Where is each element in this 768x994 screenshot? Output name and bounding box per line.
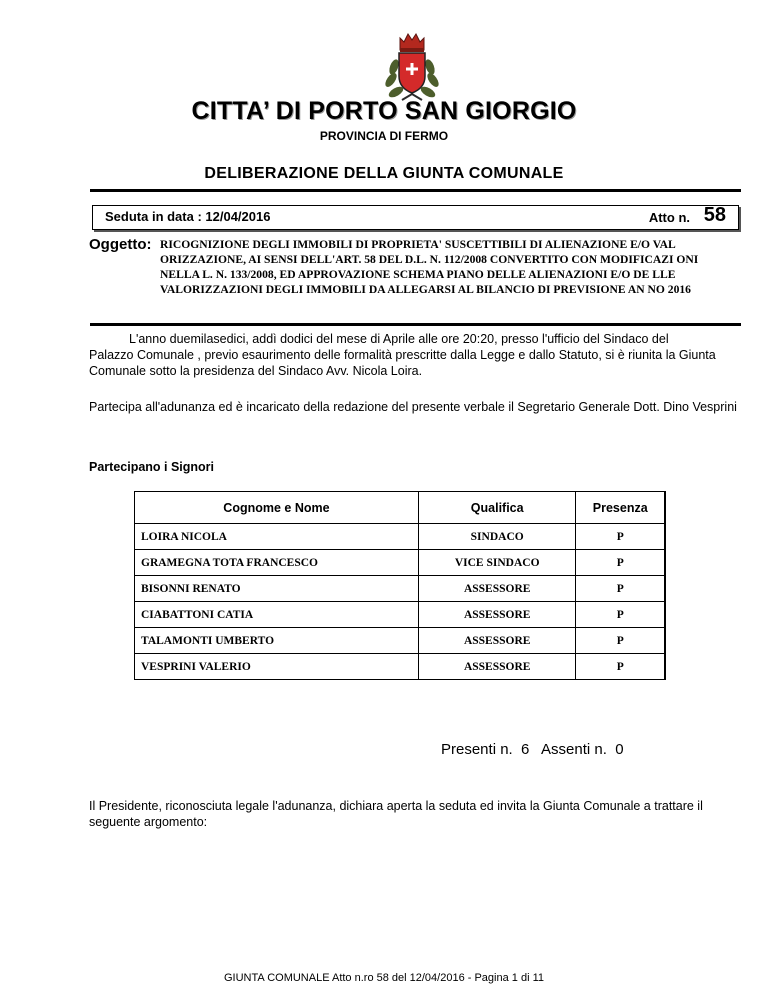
member-name: CIABATTONI CATIA — [135, 602, 419, 628]
intro-paragraph — [89, 331, 739, 379]
secretary-paragraph: Partecipa all'adunanza ed è incaricato della redazione del presente verbale il Segretario Generale Dott. Dino Vesprini — [89, 400, 737, 414]
members-table — [134, 491, 666, 680]
member-role: VICE SINDACO — [418, 550, 576, 576]
member-presence: P — [576, 576, 665, 602]
participants-label: Partecipano i Signori — [89, 460, 215, 474]
divider-middle — [90, 323, 741, 326]
member-name: VESPRINI VALERIO — [135, 654, 419, 680]
member-presence: P — [576, 654, 665, 680]
table-row — [135, 602, 666, 628]
province-name: PROVINCIA DI FERMO — [319, 129, 449, 143]
oggetto-text: RICOGNIZIONE DEGLI IMMOBILI DI PROPRIETA' SUSCETTIBILI DI ALIENAZIONE E/O VAL ORIZZAZIONE, AI SENSI DELL'ART. 58 DEL D.L. N. 112/2008 CONVERTITO CON MODIFICAZI ONI NELLA L. N. 133/2008, ED APPROVAZIONE SCHEMA PIANO DELLE ALIENAZIONI E/O DE LLE VALORIZZAZIONI DEGLI IMMOBILI DA ALLEGARSI AL BILANCIO DI PREVISIONE AN NO 2016 — [160, 238, 699, 296]
member-presence: P — [576, 524, 665, 550]
member-role: ASSESSORE — [418, 654, 576, 680]
session-date-label: Seduta in data : 12/04/2016 — [105, 209, 271, 224]
member-presence: P — [576, 602, 665, 628]
table-row — [135, 628, 666, 654]
table-row — [135, 576, 666, 602]
member-role: ASSESSORE — [418, 576, 576, 602]
divider-top — [90, 189, 741, 192]
member-name: TALAMONTI UMBERTO — [135, 628, 419, 654]
table-row — [135, 654, 666, 680]
city-crest-icon — [382, 22, 442, 104]
document-type-title: DELIBERAZIONE DELLA GIUNTA COMUNALE — [204, 165, 564, 182]
header-name: Cognome e Nome — [135, 492, 419, 524]
city-title: CITTA’ DI PORTO SAN GIORGIO — [191, 97, 577, 125]
page-footer: GIUNTA COMUNALE Atto n.ro 58 del 12/04/2016 - Pagina 1 di 11 — [224, 972, 544, 984]
intro-rest: Palazzo Comunale , previo esaurimento delle formalità prescritte dalla Legge e dallo Statuto, si è riunita la Giunta Comunale sotto la presidenza del Sindaco Avv. Nicola Loira. — [89, 348, 716, 378]
session-box — [92, 205, 739, 230]
table-row — [135, 550, 666, 576]
intro-first-line: L'anno duemilasedici, addì dodici del mese di Aprile alle ore 20:20, presso l'ufficio del Sindaco del — [129, 332, 669, 346]
president-paragraph: Il Presidente, riconosciuta legale l'adunanza, dichiara aperta la seduta ed invita la Giunta Comunale a trattare il seguente argomento: — [89, 799, 703, 829]
member-presence: P — [576, 628, 665, 654]
member-name: LOIRA NICOLA — [135, 524, 419, 550]
member-name: GRAMEGNA TOTA FRANCESCO — [135, 550, 419, 576]
member-presence: P — [576, 550, 665, 576]
member-role: ASSESSORE — [418, 602, 576, 628]
attendance-summary: Presenti n. 6 Assenti n. 0 — [441, 741, 624, 758]
member-role: ASSESSORE — [418, 628, 576, 654]
oggetto-label: Oggetto: — [89, 236, 152, 253]
member-name: BISONNI RENATO — [135, 576, 419, 602]
header-role: Qualifica — [418, 492, 576, 524]
table-row — [135, 524, 666, 550]
atto-label: Atto n. — [648, 210, 690, 225]
header-presence: Presenza — [576, 492, 665, 524]
member-role: SINDACO — [418, 524, 576, 550]
atto-number: 58 — [703, 204, 726, 226]
table-header-row — [135, 492, 666, 524]
